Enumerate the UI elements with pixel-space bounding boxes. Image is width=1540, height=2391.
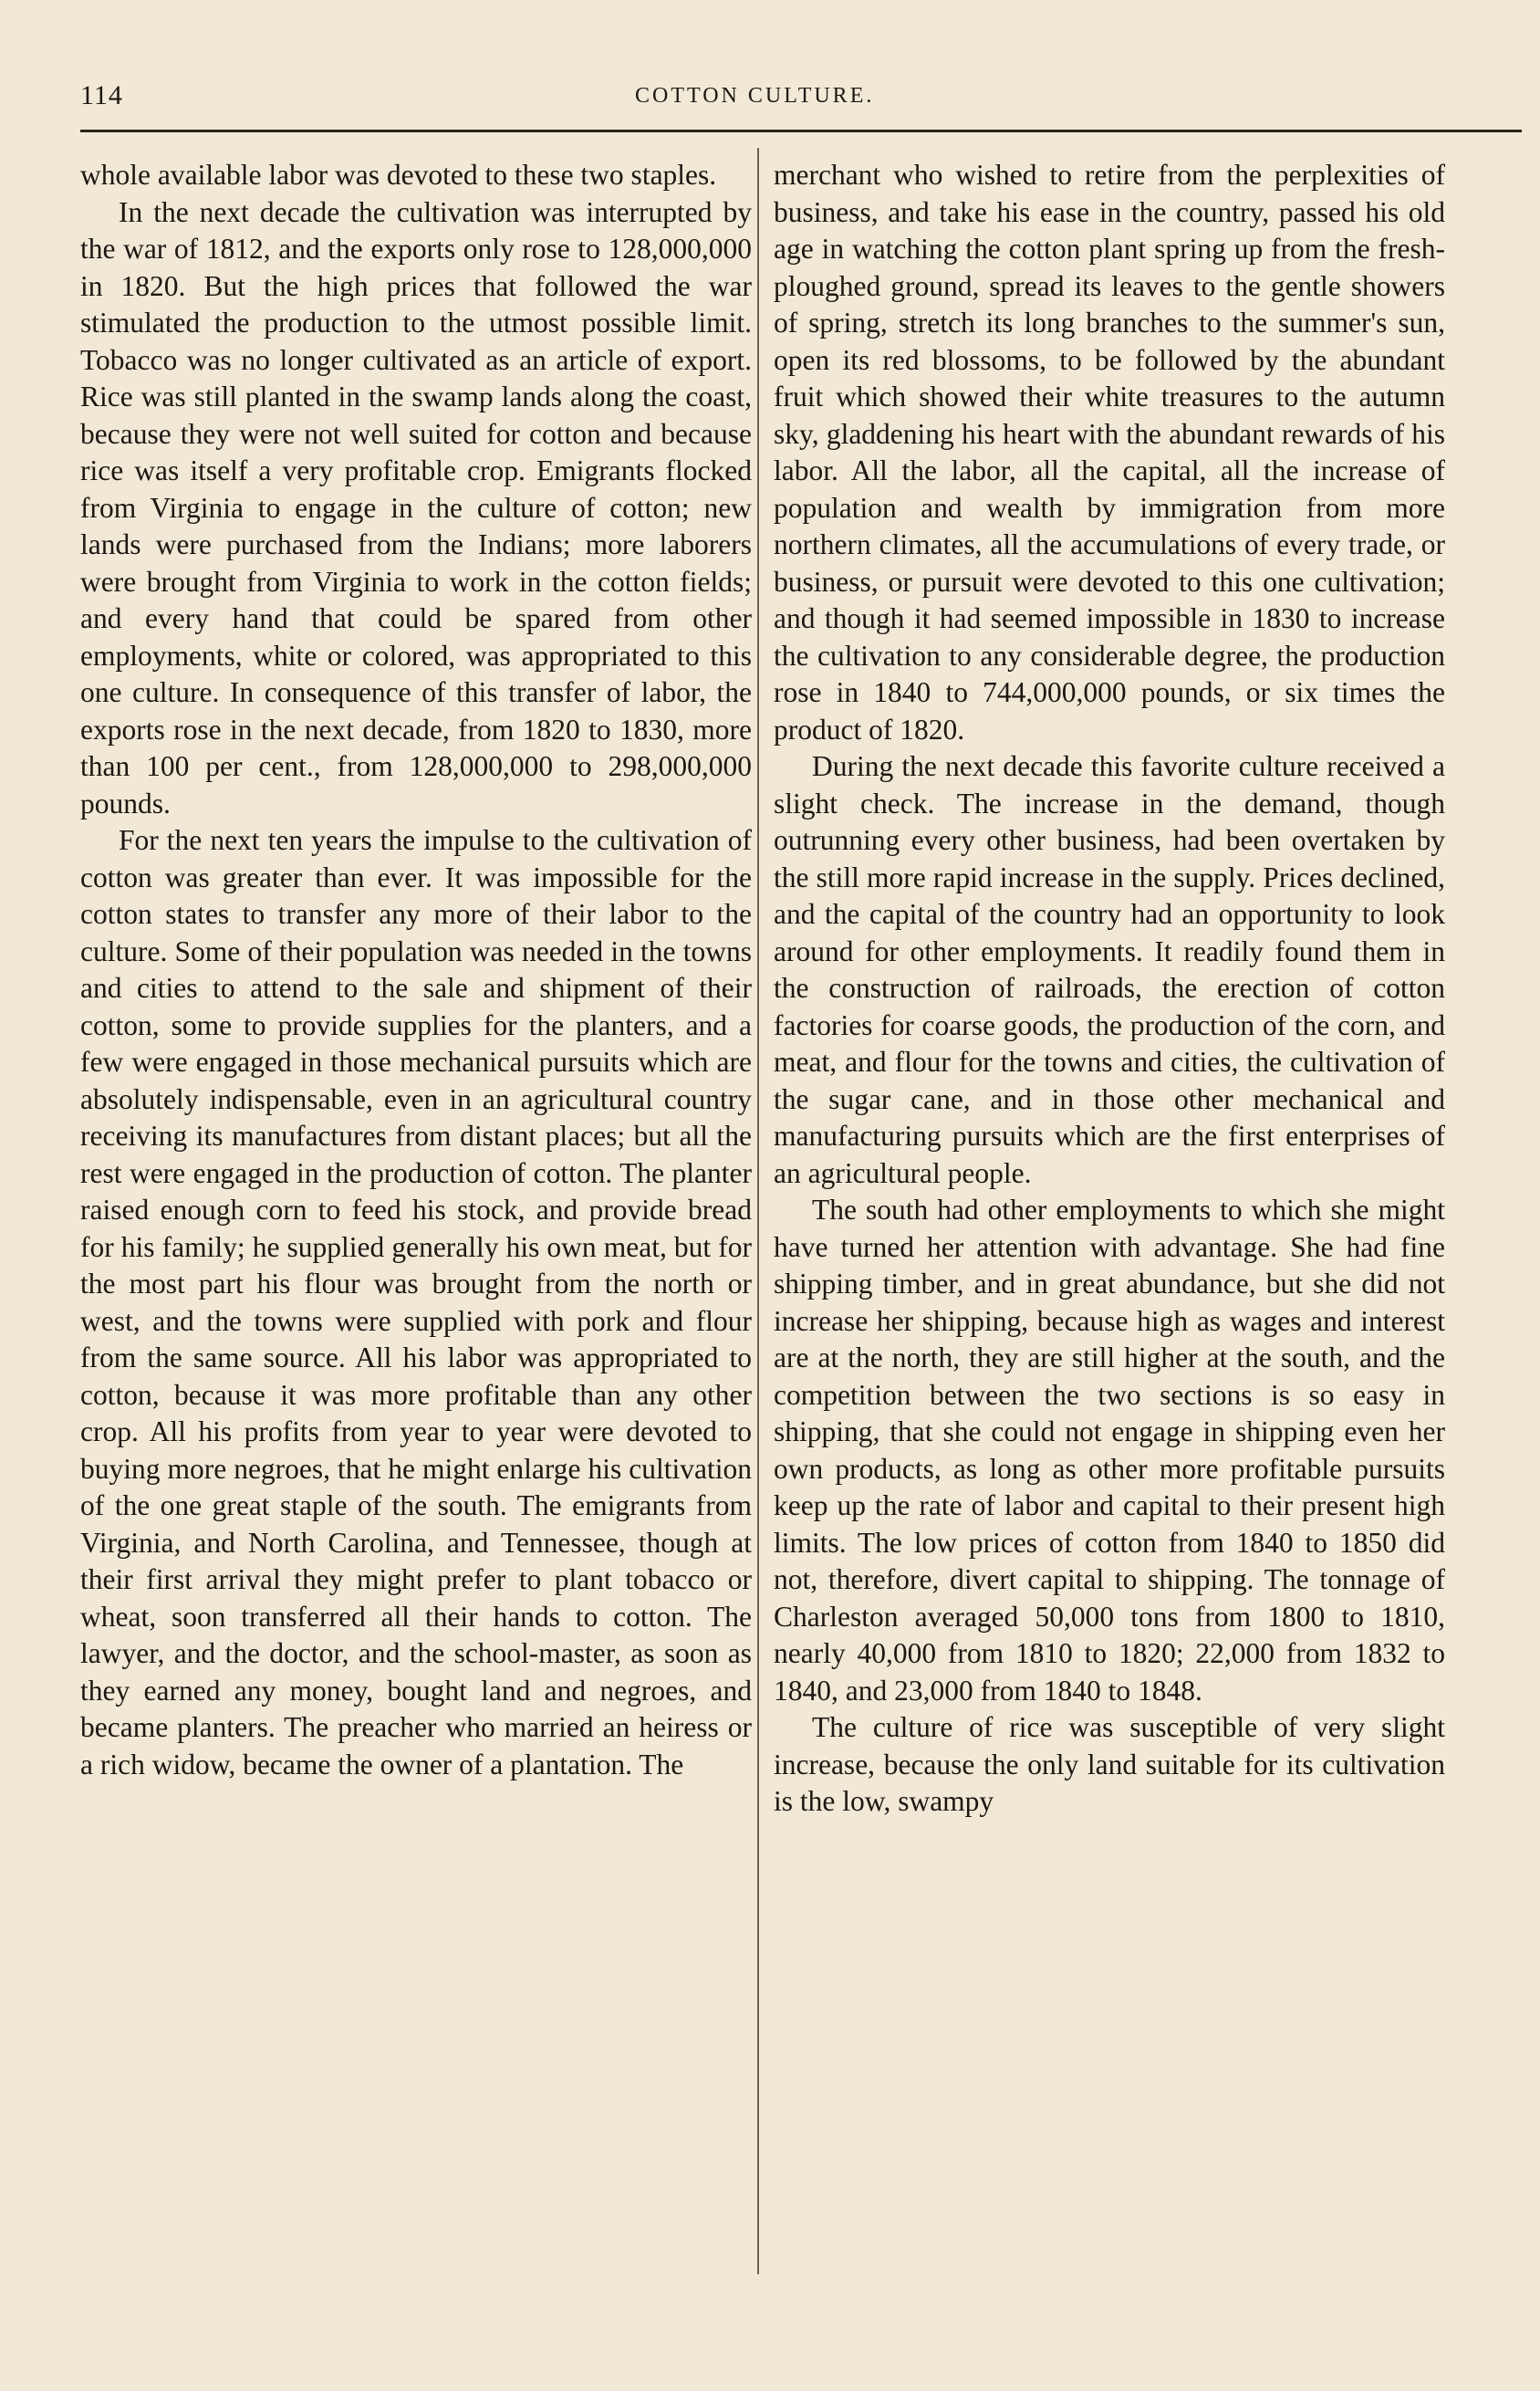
paragraph: The culture of rice was susceptible of very slight increase, because the only land suitable for its cultivation is the low, swampy [774, 1711, 1445, 1817]
paragraph: The south had other employments to which she might have turned her attention with advantage. She had fine shipping timber, and in great abundance, but she did not increase her shipping, because high as wages and interest are at the north, they are still higher at the south, and the competition between the two sections is so easy in shipping, that she could not engage in shipping even her own products, as long as other more profitable pursuits keep up the rate of labor and capital to their present high limits. The low prices of cotton from 1840 to 1850 did not, therefore, divert capital to shipping. The tonnage of Charleston averaged 50,000 tons from 1800 to 1810, nearly 40,000 from 1810 to 1820; 22,000 from 1832 to 1840, and 23,000 from 1840 to 1848. [774, 1194, 1445, 1707]
left-column [80, 157, 752, 1783]
paragraph: During the next decade this favorite culture received a slight check. The increase in the demand, though outrunning every other business, had been overtaken by the still more rapid increase in the supply. Prices declined, and the capital of the country had an opportunity to look around for other employments. It readily found them in the construction of railroads, the erection of cotton factories for coarse goods, the production of the corn, and meat, and flour for the towns and cities, the cultivation of the sugar cane, and in those other mechanical and manufacturing pursuits which are the first enterprises of an agricultural people. [774, 750, 1445, 1189]
paragraph: whole available labor was devoted to these two staples. [80, 159, 717, 191]
page-number: 114 [80, 80, 123, 110]
header-rule [80, 130, 1522, 132]
paragraph: merchant who wished to retire from the perplexities of business, and take his ease in the country, passed his old age in watching the cotton plant spring up from the fresh-ploughed ground, spread its leaves to the gentle showers of spring, stretch its long branches to the summer's sun, open its red blossoms, to be followed by the abundant fruit which showed their white treasures to the autumn sky, gladdening his heart with the abundant rewards of his labor. All the labor, all the capital, all the increase of population and wealth by immigration from more northern climates, all the accumulations of every trade, or business, or pursuit were devoted to this one cultivation; and though it had seemed impossible in 1830 to increase the cultivation to any considerable degree, the production rose in 1840 to 744,000,000 pounds, or six times the product of 1820. [774, 159, 1445, 746]
paragraph: In the next decade the cultivation was interrupted by the war of 1812, and the exports only rose to 128,000,000 in 1820. But the high prices that followed the war stimulated the production to the utmost possible limit. Tobacco was no longer cultivated as an article of export. Rice was still planted in the swamp lands along the coast, because they were not well suited for cotton and because rice was itself a very profitable crop. Emigrants flocked from Virginia to engage in the culture of cotton; new lands were purchased from the Indians; more laborers were brought from Virginia to work in the cotton fields; and every hand that could be spared from other employments, white or colored, was appropriated to this one culture. In consequence of this transfer of labor, the exports rose in the next decade, from 1820 to 1830, more than 100 per cent., from 128,000,000 to 298,000,000 pounds. [80, 195, 752, 820]
right-column [774, 157, 1445, 1821]
column-divider [757, 148, 759, 2274]
paragraph: For the next ten years the impulse to the cultivation of cotton was greater than ever. It was impossible for the cotton states to transfer any more of their labor to the culture. Some of their population was needed in the towns and cities to attend to the sale and shipment of their cotton, some to provide supplies for the planters, and a few were engaged in those mechanical pursuits which are absolutely indispensable, even in an agricultural country receiving its manufactures from distant places; but all the rest were engaged in the production of cotton. The planter raised enough corn to feed his stock, and provide bread for his family; he supplied generally his own meat, but for the most part his flour was brought from the north or west, and the towns were supplied with pork and flour from the same source. All his labor was appropriated to cotton, because it was more profitable than any other crop. All his profits from year to year were devoted to buying more negroes, that he might enlarge his cultivation of the one great staple of the south. The emigrants from Virginia, and North Carolina, and Tennessee, though at their first arrival they might prefer to plant tobacco or wheat, soon transferred all their hands to cotton. The lawyer, and the doctor, and the school-master, as soon as they earned any money, bought land and negroes, and became planters. The preacher who married an heiress or a rich widow, became the owner of a plantation. The [80, 824, 752, 1780]
running-title: COTTON CULTURE. [635, 84, 875, 108]
page-header [80, 80, 1522, 126]
